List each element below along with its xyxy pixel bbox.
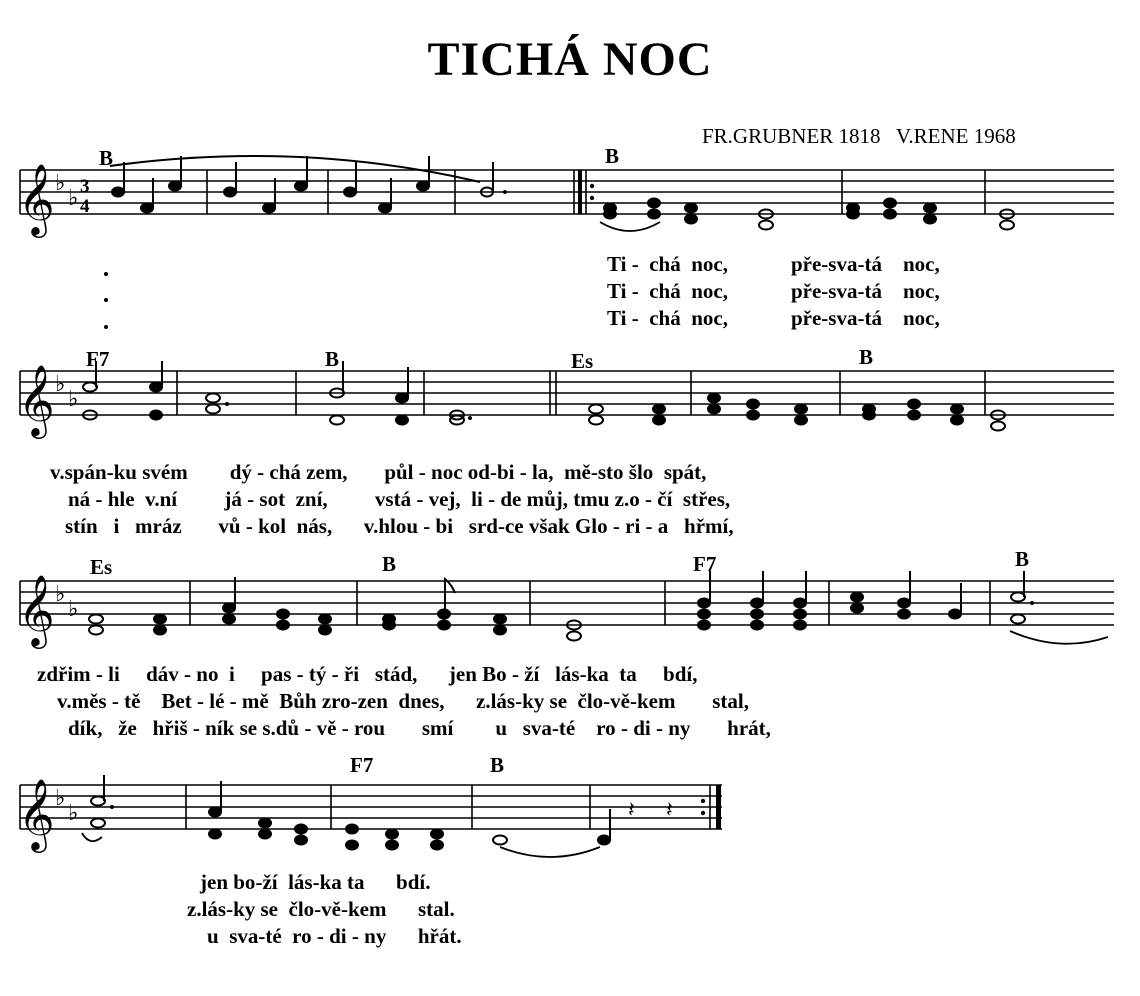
music-staff-4 <box>0 775 1140 875</box>
lyric-line-2: z.lás-ky se člo-vě-kem stal. <box>187 897 455 921</box>
chord-symbol: F7 <box>693 552 717 576</box>
flat-icon: ♭ <box>55 171 66 196</box>
time-signature-bottom: 4 <box>80 196 90 217</box>
flat-icon: ♭ <box>68 387 79 412</box>
lyric-line-2: v.měs - tě Bet - lé - mě Bůh zro-zen dnes, z.lás-ky se člo-vě-kem stal, <box>57 689 749 713</box>
chord-symbol: B <box>490 753 505 777</box>
chord-symbol: B <box>859 345 874 369</box>
lyric-line-3: dík, že hřiš - ník se s.dů - vě - rou smí u sva-té ro - di - ny hrát, <box>68 716 771 740</box>
chord-symbol: B <box>605 144 620 168</box>
flat-icon: ♭ <box>55 786 66 811</box>
slur <box>110 156 480 182</box>
flat-icon: ♭ <box>68 186 79 211</box>
lyric-line-1: v.spán-ku svém dý - chá zem, půl - noc od-bi - la, mě-sto šlo spát, <box>50 460 707 484</box>
lyric-line-1: jen bo-ží lás-ka ta bdí. <box>200 870 431 894</box>
lyric-line-1: zdřim - li dáv - no i pas - tý - ři stád, jen Bo - ží lás-ka ta bdí, <box>37 662 698 686</box>
treble-clef-icon: 𝄞 <box>18 777 55 850</box>
flat-icon: ♭ <box>55 582 66 607</box>
chord-symbol: Es <box>90 555 113 579</box>
chord-symbol: B <box>325 347 340 371</box>
chord-symbol: Es <box>571 349 594 373</box>
lyric-line-2: ná - hle v.ní já - sot zní, vstá - vej, li - de můj, tmu z.o - čí střes, <box>68 487 731 511</box>
music-staff-3 <box>0 571 1140 671</box>
treble-clef-icon: 𝄞 <box>18 363 55 436</box>
time-signature-top: 3 <box>80 176 90 197</box>
music-staff-1 <box>0 160 1140 260</box>
composer-credits: FR.GRUBNER 1818 V.RENE 1968 <box>702 124 1016 148</box>
lyric-line-2: Ti - chá noc, pře-sva-tá noc, <box>607 279 940 303</box>
chord-symbol: B <box>382 552 397 576</box>
music-staff-2 <box>0 361 1140 461</box>
lyric-line-3: stín i mráz vů - kol nás, v.hlou - bi srd-ce však Glo - ri - a hřmí, <box>65 514 734 538</box>
treble-clef-icon: 𝄞 <box>18 573 55 646</box>
flat-icon: ♭ <box>55 372 66 397</box>
flat-icon: ♭ <box>68 801 79 826</box>
lyric-line-3: Ti - chá noc, pře-sva-tá noc, <box>607 306 940 330</box>
song-title: TICHÁ NOC <box>427 33 713 86</box>
quarter-rest-icon: 𝄽 <box>628 798 635 823</box>
chord-symbol: F7 <box>350 753 374 777</box>
flat-icon: ♭ <box>68 597 79 622</box>
lyric-line-1: Ti - chá noc, pře-sva-tá noc, <box>607 252 940 276</box>
chord-symbol: B <box>99 146 114 170</box>
treble-clef-icon: 𝄞 <box>18 162 55 235</box>
chord-symbol: F7 <box>86 347 110 371</box>
lyric-line-3: u sva-té ro - di - ny hřát. <box>207 924 462 948</box>
quarter-rest-icon: 𝄽 <box>666 798 673 823</box>
chord-symbol: B <box>1015 547 1030 571</box>
